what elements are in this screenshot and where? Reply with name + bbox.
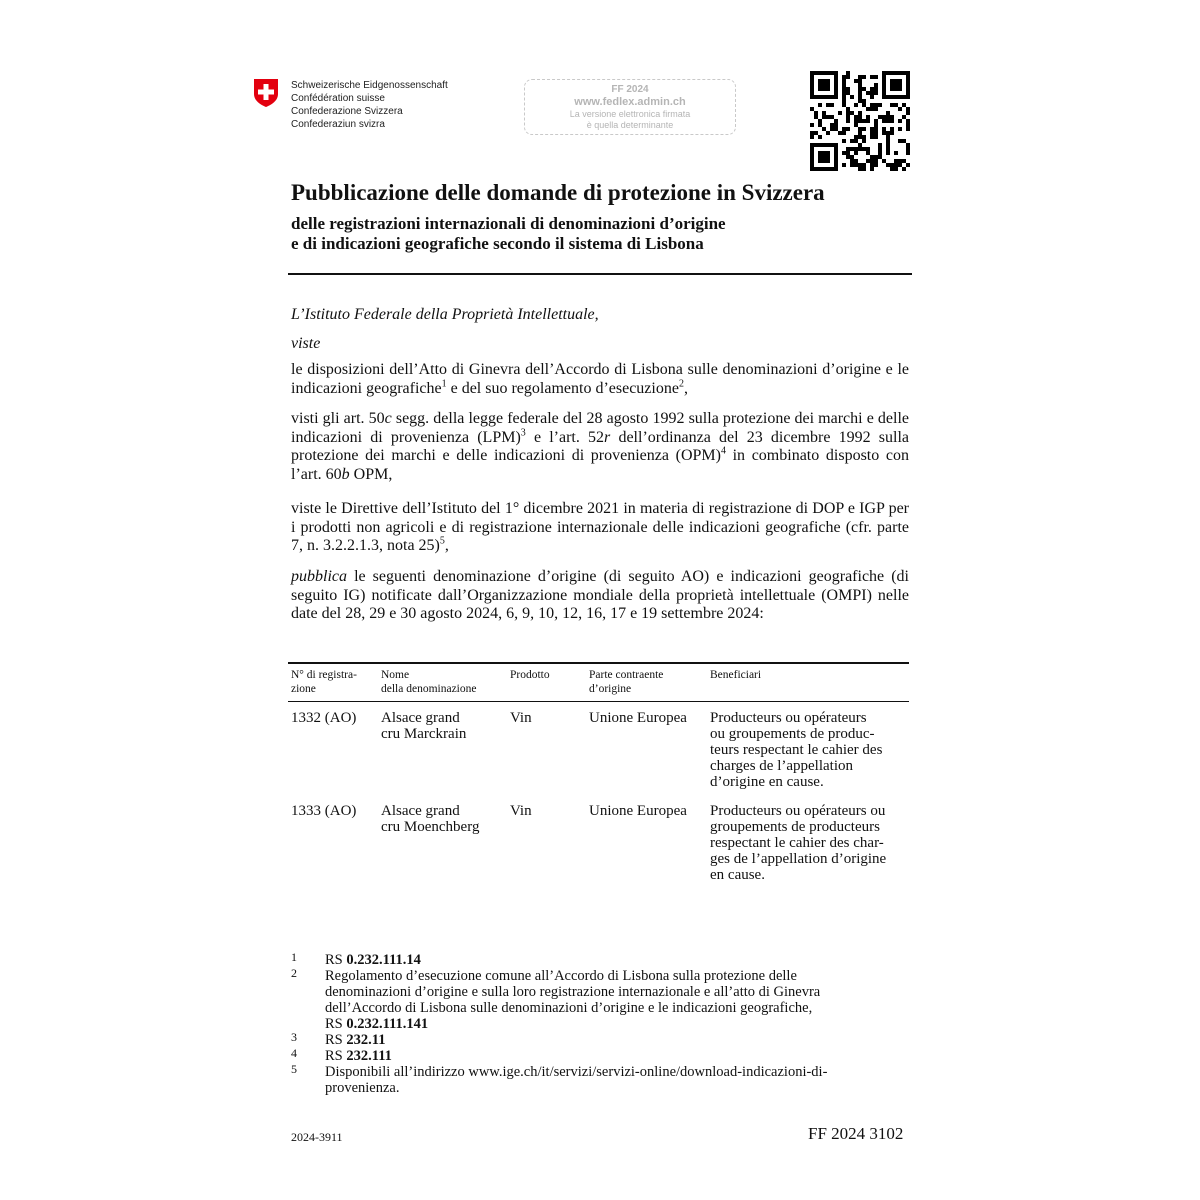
table-header-rule: [288, 701, 909, 702]
fn2-ref[interactable]: 0.232.111.141: [346, 1016, 429, 1032]
viste-line: viste: [291, 335, 321, 352]
page-reference: FF 2024 3102: [808, 1124, 904, 1143]
row1-product: Vin: [510, 710, 532, 726]
row1-ben-l1: Producteurs ou opérateurs: [710, 710, 867, 726]
p2-text-f: OPM,: [349, 465, 393, 483]
footnote-ref-1[interactable]: 1: [441, 378, 447, 390]
row2-ben-l3: respectant le cahier des char-: [710, 835, 884, 851]
row1-party: Unione Europea: [589, 710, 687, 726]
p2-text-d: dell’ordinanza del 23 dicembre 1992 sulla protezione dei marchi e delle indicazioni di provenienza (OPM): [291, 428, 909, 464]
fn3-ref[interactable]: 232.11: [346, 1032, 386, 1048]
footnote-3-number: 3: [291, 1030, 297, 1044]
footnote-4-text: [325, 1048, 915, 1064]
swiss-cross-icon: [253, 78, 279, 108]
footnote-1-number: 1: [291, 950, 297, 964]
row1-number: 1332 (AO): [291, 710, 357, 726]
fedlex-stamp: [524, 79, 736, 135]
p2-italic-c: r: [604, 428, 611, 446]
fn5-line1[interactable]: Disponibili all’indirizzo www.ige.ch/it/servizi/servizi-online/download-indicazioni-di-: [325, 1064, 828, 1080]
confed-fr: Confédération suisse: [291, 93, 385, 104]
p2-italic-e: b: [341, 465, 350, 483]
row2-name: [381, 803, 479, 835]
fn3-prefix: RS: [325, 1032, 347, 1048]
subtitle-line2: e di indicazioni geografiche secondo il sistema di Lisbona: [291, 234, 704, 253]
paragraph-geneva-act: [291, 361, 909, 398]
row1-name: [381, 710, 466, 742]
stamp-line3: La versione elettronica firmata: [569, 109, 691, 119]
table-header-beneficiaries: [710, 668, 910, 682]
p2-text-c: e l’art. 52: [525, 428, 605, 446]
confed-de: Schweizerische Eidgenossenschaft: [291, 80, 448, 91]
p2-text-e: in combinato disposto con l’art. 60: [291, 447, 909, 483]
header-party-l1: Parte contraente: [589, 669, 664, 681]
fn1-prefix: RS: [325, 952, 347, 968]
paragraph-directives: [291, 500, 909, 556]
table-top-rule: [288, 662, 909, 664]
header-name-l1: Nome: [381, 669, 410, 681]
p1-text-c: ,: [683, 379, 688, 397]
row2-beneficiaries: [710, 803, 910, 883]
row2-ben-l2: groupements de producteurs: [710, 819, 880, 835]
page-subtitle: [291, 214, 891, 254]
p1-text-a: le disposizioni dell’Atto di Ginevra dell’Accordo di Lisbona sulle denominazioni d’origine e le indicazioni geografiche: [291, 361, 909, 397]
header-party-l2: d’origine: [589, 683, 632, 695]
row2-ben-l5: en cause.: [710, 867, 765, 883]
p4-text: le seguenti denominazione d’origine (di seguito AO) e indicazioni geografiche (di seguito IG) notificate dall’Organizzazione mondiale della proprietà intellettuale (OMPI) nelle date del 28, 29 e 30 agosto 2024, 6, 9, 10, 12, 16, 17 e 19 settembre 2024:: [291, 568, 909, 622]
table-header-product: [510, 668, 550, 682]
stamp-line1: FF 2024: [611, 84, 649, 95]
footnote-5-text: [325, 1064, 915, 1096]
stamp-line4: è quella determinante: [586, 120, 674, 130]
confederation-names: [291, 79, 448, 131]
p3-text-a: viste le Direttive dell’Istituto del 1° dicembre 2021 in materia di registrazione di DOP e IGP per i prodotti non agricoli e di registrazione internazionale delle indicazioni geografiche (cfr. parte 7, n. 3.2.2.1.3, nota 25): [291, 500, 909, 554]
header-number-l2: zione: [291, 683, 316, 695]
header-name-l2: della denominazione: [381, 683, 477, 695]
paragraph-pubblica: [291, 568, 909, 624]
title-divider: [288, 273, 912, 275]
row1-ben-l4: charges de l’appellation: [710, 758, 853, 774]
row2-ben-l4: ges de l’appellation d’origine: [710, 851, 887, 867]
row2-name-l2: cru Moenchberg: [381, 819, 480, 835]
fn4-prefix: RS: [325, 1048, 347, 1064]
fn1-ref[interactable]: 0.232.111.14: [346, 952, 421, 968]
fn2-line3: dell’Accordo di Lisbona sulle denominazioni d’origine e le indicazioni geografiche,: [325, 1000, 813, 1016]
fn2-line4: [325, 1016, 915, 1032]
row2-number: 1333 (AO): [291, 803, 357, 819]
row1-ben-l5: d’origine en cause.: [710, 774, 824, 790]
row1-ben-l2: ou groupements de produc-: [710, 726, 875, 742]
confed-it: Confederazione Svizzera: [291, 106, 403, 117]
row2-party: Unione Europea: [589, 803, 687, 819]
footnote-ref-5[interactable]: 5: [439, 535, 445, 547]
footnote-3-text: [325, 1032, 915, 1048]
page-title: Pubblicazione delle domande di protezione in Svizzera: [291, 180, 825, 205]
p2-text-a: visti gli art. 50: [291, 410, 385, 427]
institute-line: L’Istituto Federale della Proprietà Intellettuale,: [291, 306, 599, 323]
footnote-ref-4[interactable]: 4: [720, 445, 726, 457]
row1-beneficiaries: [710, 710, 910, 790]
footnote-2-text: [325, 968, 915, 1032]
row1-name-l1: Alsace grand: [381, 710, 460, 726]
table-header-number: [291, 668, 357, 696]
stamp-line2: www.fedlex.admin.ch: [574, 96, 686, 108]
table-header-party: [589, 668, 663, 696]
footnote-1-text: [325, 952, 915, 968]
document-number: 2024-3911: [291, 1130, 343, 1144]
footnote-2-number: 2: [291, 966, 297, 980]
table-header-name: [381, 668, 476, 696]
confed-rm: Confederaziun svizra: [291, 119, 385, 130]
row1-name-l2: cru Marckrain: [381, 726, 467, 742]
row2-ben-l1: Producteurs ou opérateurs ou: [710, 803, 886, 819]
fn2-line1: Regolamento d’esecuzione comune all’Accordo di Lisbona sulla protezione delle: [325, 968, 797, 984]
row2-product: Vin: [510, 803, 532, 819]
row1-ben-l3: teurs respectant le cahier des: [710, 742, 883, 758]
p2-text-b: segg. della legge federale del 28 agosto 1992 sulla protezione dei marchi e delle indicazioni di provenienza (LPM): [291, 410, 909, 446]
fn4-ref[interactable]: 232.111: [346, 1048, 392, 1064]
header-product-l1: Prodotto: [510, 669, 550, 681]
p2-italic-a: c: [384, 410, 392, 427]
subtitle-line1: delle registrazioni internazionali di denominazioni d’origine: [291, 214, 726, 233]
footnote-ref-2[interactable]: 2: [678, 378, 684, 390]
footnote-ref-3[interactable]: 3: [520, 427, 526, 439]
header-number-l1: N° di registra-: [291, 669, 357, 681]
fn2-line2: denominazioni d’origine e sulla loro registrazione internazionale e all’atto di Ginevra: [325, 984, 821, 1000]
p4-italic: pubblica: [291, 568, 347, 585]
footnote-5-number: 5: [291, 1062, 297, 1076]
paragraph-lpm: [291, 410, 909, 484]
qr-code-icon: [810, 71, 910, 171]
p3-text-b: ,: [444, 537, 449, 554]
fn2-prefix: RS: [325, 1016, 347, 1032]
header-beneficiaries-l1: Beneficiari: [710, 669, 762, 681]
footnote-4-number: 4: [291, 1046, 297, 1060]
fn5-line2: provenienza.: [325, 1080, 400, 1096]
p1-text-b: e del suo regolamento d’esecuzione: [446, 379, 679, 397]
row2-name-l1: Alsace grand: [381, 803, 460, 819]
